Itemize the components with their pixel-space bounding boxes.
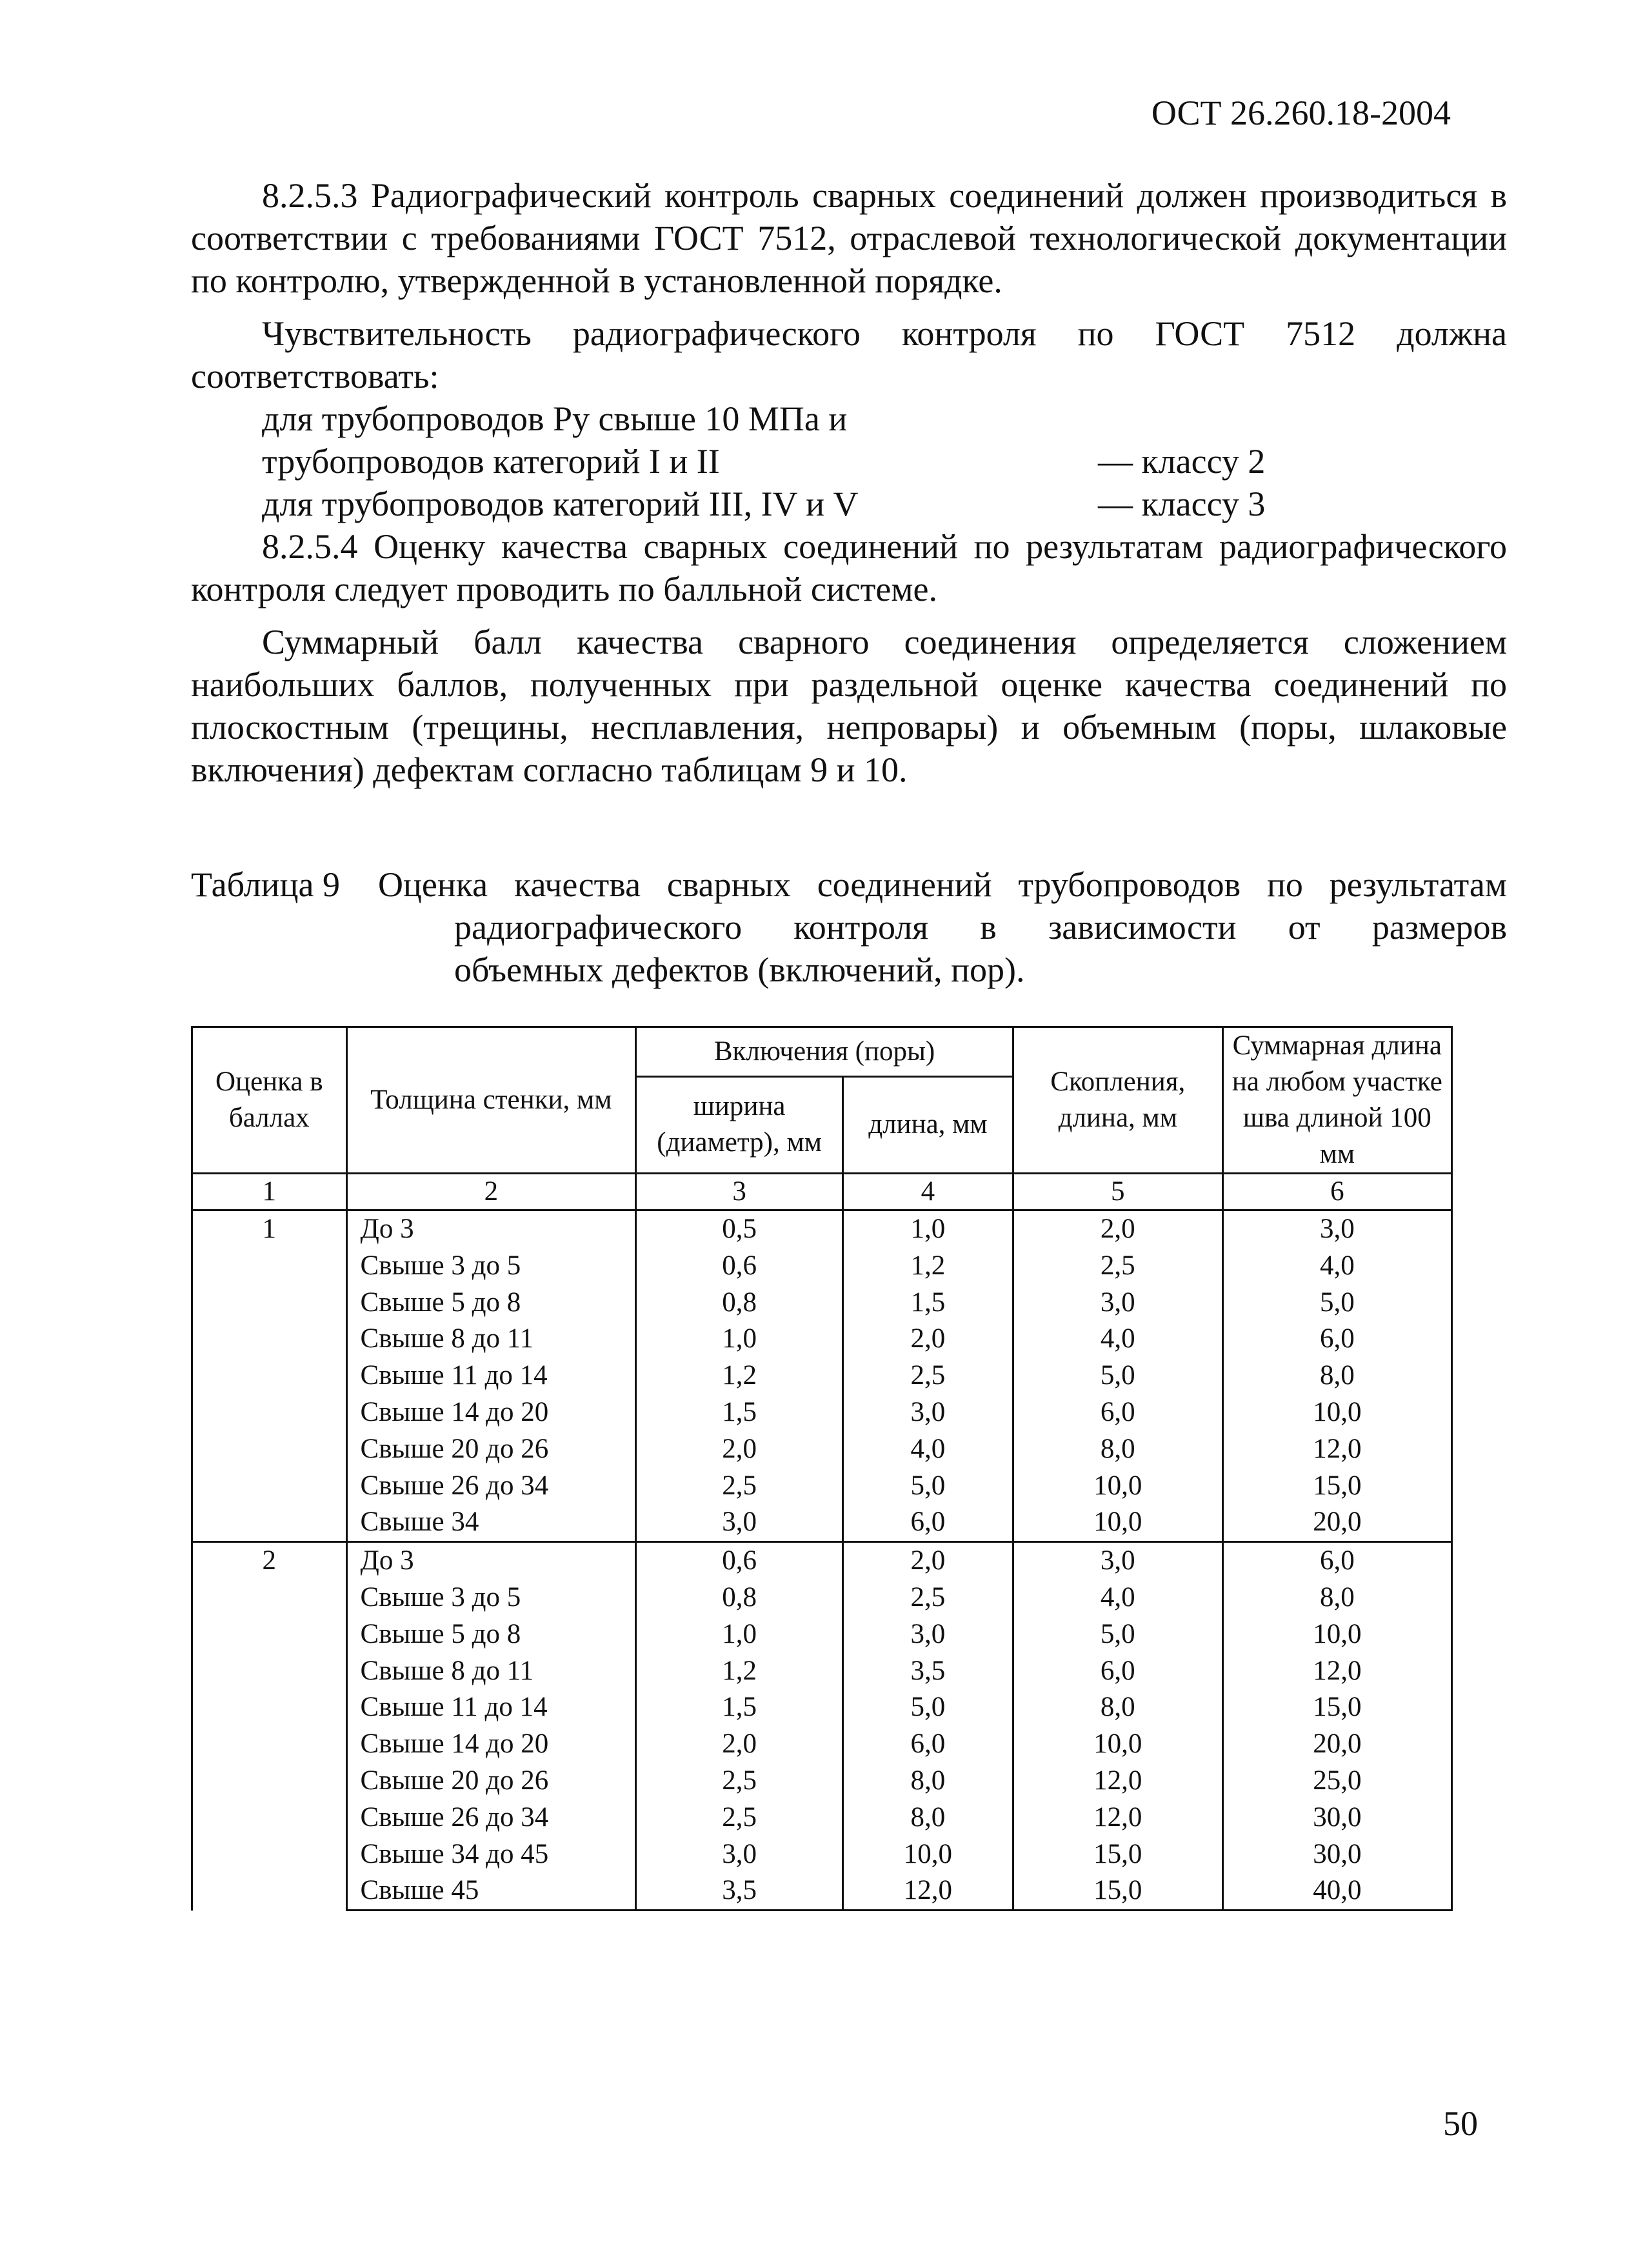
header-length: длина, мм bbox=[842, 1076, 1013, 1173]
thickness-cell: Свыше 5 до 8 bbox=[346, 1616, 636, 1653]
thickness-cell: Свыше 34 до 45 bbox=[346, 1836, 636, 1873]
length-cell: 2,0 bbox=[842, 1321, 1013, 1358]
requirement-line-3-text: для трубопроводов категорий III, IV и V bbox=[262, 485, 859, 523]
width-cell: 1,2 bbox=[636, 1653, 843, 1690]
requirement-line-2-class: — классу 2 bbox=[1098, 442, 1266, 481]
total-length-cell: 6,0 bbox=[1222, 1321, 1451, 1358]
cluster-cell: 10,0 bbox=[1013, 1468, 1222, 1505]
length-cell: 5,0 bbox=[842, 1689, 1013, 1726]
length-cell: 3,0 bbox=[842, 1616, 1013, 1653]
width-cell: 3,5 bbox=[636, 1872, 843, 1910]
width-cell: 3,0 bbox=[636, 1504, 843, 1541]
table-row bbox=[192, 1872, 1452, 1910]
length-cell: 8,0 bbox=[842, 1763, 1013, 1800]
cluster-cell: 15,0 bbox=[1013, 1836, 1222, 1873]
thickness-cell: Свыше 26 до 34 bbox=[346, 1800, 636, 1836]
cluster-cell: 2,0 bbox=[1013, 1210, 1222, 1248]
length-cell: 12,0 bbox=[842, 1872, 1013, 1910]
length-cell: 1,0 bbox=[842, 1210, 1013, 1248]
requirement-line-2 bbox=[191, 440, 1507, 483]
thickness-cell: Свыше 5 до 8 bbox=[346, 1285, 636, 1321]
length-cell: 4,0 bbox=[842, 1431, 1013, 1468]
table-row bbox=[192, 1468, 1452, 1505]
thickness-cell: Свыше 20 до 26 bbox=[346, 1763, 636, 1800]
requirement-line-1-text: для трубопроводов Ру свыше 10 МПа и bbox=[262, 399, 848, 438]
total-length-cell: 10,0 bbox=[1222, 1394, 1451, 1431]
thickness-cell: Свыше 20 до 26 bbox=[346, 1431, 636, 1468]
length-cell: 10,0 bbox=[842, 1836, 1013, 1873]
cluster-cell: 15,0 bbox=[1013, 1872, 1222, 1910]
thickness-cell: Свыше 34 bbox=[346, 1504, 636, 1541]
width-cell: 0,8 bbox=[636, 1285, 843, 1321]
header-total-length: Суммарная длина на любом участке шва длиной 100 мм bbox=[1222, 1027, 1451, 1174]
width-cell: 0,6 bbox=[636, 1248, 843, 1285]
length-cell: 1,2 bbox=[842, 1248, 1013, 1285]
cluster-cell: 12,0 bbox=[1013, 1800, 1222, 1836]
thickness-cell: Свыше 3 до 5 bbox=[346, 1580, 636, 1616]
grade-cell: 2 bbox=[192, 1542, 347, 1911]
cluster-cell: 3,0 bbox=[1013, 1285, 1222, 1321]
width-cell: 2,5 bbox=[636, 1763, 843, 1800]
cluster-cell: 4,0 bbox=[1013, 1321, 1222, 1358]
width-cell: 2,5 bbox=[636, 1800, 843, 1836]
table-row bbox=[192, 1431, 1452, 1468]
thickness-cell: До 3 bbox=[346, 1542, 636, 1580]
column-number: 3 bbox=[636, 1174, 843, 1210]
cluster-cell: 3,0 bbox=[1013, 1542, 1222, 1580]
table-row bbox=[192, 1763, 1452, 1800]
total-length-cell: 8,0 bbox=[1222, 1580, 1451, 1616]
column-numbers-row bbox=[192, 1174, 1452, 1210]
thickness-cell: Свыше 26 до 34 bbox=[346, 1468, 636, 1505]
grade-cell: 1 bbox=[192, 1210, 347, 1542]
grade-group-1 bbox=[192, 1210, 1452, 1542]
column-number: 1 bbox=[192, 1174, 347, 1210]
cluster-cell: 6,0 bbox=[1013, 1653, 1222, 1690]
length-cell: 8,0 bbox=[842, 1800, 1013, 1836]
table-row bbox=[192, 1580, 1452, 1616]
grade-group-2 bbox=[192, 1542, 1452, 1911]
total-length-cell: 40,0 bbox=[1222, 1872, 1451, 1910]
total-length-cell: 5,0 bbox=[1222, 1285, 1451, 1321]
table-caption-line-2: радиографического контроля в зависимости от размеров bbox=[454, 908, 1507, 947]
column-number: 6 bbox=[1222, 1174, 1451, 1210]
thickness-cell: До 3 bbox=[346, 1210, 636, 1248]
length-cell: 6,0 bbox=[842, 1726, 1013, 1763]
body-text bbox=[191, 174, 1507, 791]
table-row bbox=[192, 1653, 1452, 1690]
total-length-cell: 12,0 bbox=[1222, 1431, 1451, 1468]
total-length-cell: 30,0 bbox=[1222, 1800, 1451, 1836]
table-row bbox=[192, 1800, 1452, 1836]
length-cell: 2,5 bbox=[842, 1580, 1013, 1616]
length-cell: 6,0 bbox=[842, 1504, 1013, 1541]
table-row bbox=[192, 1836, 1452, 1873]
defects-table bbox=[191, 1026, 1453, 1911]
total-length-cell: 15,0 bbox=[1222, 1468, 1451, 1505]
table-caption-line-3: объемных дефектов (включений, пор). bbox=[454, 950, 1025, 989]
requirement-line-1 bbox=[191, 397, 1507, 440]
total-length-cell: 4,0 bbox=[1222, 1248, 1451, 1285]
width-cell: 3,0 bbox=[636, 1836, 843, 1873]
thickness-cell: Свыше 11 до 14 bbox=[346, 1358, 636, 1394]
width-cell: 0,8 bbox=[636, 1580, 843, 1616]
table-row bbox=[192, 1726, 1452, 1763]
length-cell: 2,0 bbox=[842, 1542, 1013, 1580]
header-grade: Оценка в баллах bbox=[192, 1027, 347, 1174]
width-cell: 1,0 bbox=[636, 1616, 843, 1653]
table-caption bbox=[191, 863, 1507, 991]
width-cell: 1,5 bbox=[636, 1394, 843, 1431]
table-row bbox=[192, 1616, 1452, 1653]
table-caption-line-1: Оценка качества сварных соединений трубопроводов по результатам bbox=[378, 865, 1507, 904]
cluster-cell: 5,0 bbox=[1013, 1616, 1222, 1653]
table-row bbox=[192, 1285, 1452, 1321]
page-number: 50 bbox=[1443, 2104, 1478, 2143]
thickness-cell: Свыше 14 до 20 bbox=[346, 1394, 636, 1431]
table-9 bbox=[191, 1026, 1453, 1911]
paragraph-sensitivity: Чувствительность радиографического контроля по ГОСТ 7512 должна соответствовать: bbox=[191, 314, 1507, 396]
thickness-cell: Свыше 8 до 11 bbox=[346, 1321, 636, 1358]
table-row bbox=[192, 1542, 1452, 1580]
table-caption-label: Таблица 9 bbox=[191, 865, 340, 904]
header-clusters: Скопления, длина, мм bbox=[1013, 1027, 1222, 1174]
total-length-cell: 30,0 bbox=[1222, 1836, 1451, 1873]
column-number: 4 bbox=[842, 1174, 1013, 1210]
header-thickness: Толщина стенки, мм bbox=[346, 1027, 636, 1174]
length-cell: 1,5 bbox=[842, 1285, 1013, 1321]
header-width: ширина (диаметр), мм bbox=[636, 1076, 843, 1173]
requirement-line-3 bbox=[191, 483, 1507, 525]
paragraph-total-score: Суммарный балл качества сварного соединения определяется сложением наибольших баллов, полученных при раздельной оценке качества соединений по плоскостным (трещины, несплавления, непровары) и объемным (поры, шлаковые включения) дефектам согласно таблицам 9 и 10. bbox=[191, 623, 1507, 789]
cluster-cell: 12,0 bbox=[1013, 1763, 1222, 1800]
total-length-cell: 20,0 bbox=[1222, 1504, 1451, 1541]
total-length-cell: 10,0 bbox=[1222, 1616, 1451, 1653]
column-number: 5 bbox=[1013, 1174, 1222, 1210]
cluster-cell: 5,0 bbox=[1013, 1358, 1222, 1394]
thickness-cell: Свыше 8 до 11 bbox=[346, 1653, 636, 1690]
width-cell: 0,6 bbox=[636, 1542, 843, 1580]
requirement-line-2-text: трубопроводов категорий I и II bbox=[262, 442, 720, 481]
total-length-cell: 20,0 bbox=[1222, 1726, 1451, 1763]
cluster-cell: 8,0 bbox=[1013, 1431, 1222, 1468]
table-row bbox=[192, 1321, 1452, 1358]
total-length-cell: 6,0 bbox=[1222, 1542, 1451, 1580]
table-row bbox=[192, 1689, 1452, 1726]
table-caption-text bbox=[378, 863, 1507, 991]
paragraph-8-2-5-4: 8.2.5.4 Оценку качества сварных соединений по результатам радиографического контроля следует проводить по балльной системе. bbox=[191, 527, 1507, 608]
paragraph-8-2-5-3: 8.2.5.3 Радиографический контроль сварных соединений должен производиться в соответствии с требованиями ГОСТ 7512, отраслевой технологической документации по контролю, утвержденной в установленной порядке. bbox=[191, 176, 1507, 300]
header-inclusions: Включения (поры) bbox=[636, 1027, 1013, 1077]
table-row bbox=[192, 1358, 1452, 1394]
total-length-cell: 12,0 bbox=[1222, 1653, 1451, 1690]
cluster-cell: 8,0 bbox=[1013, 1689, 1222, 1726]
cluster-cell: 4,0 bbox=[1013, 1580, 1222, 1616]
table-row bbox=[192, 1210, 1452, 1248]
table-row bbox=[192, 1248, 1452, 1285]
width-cell: 1,5 bbox=[636, 1689, 843, 1726]
cluster-cell: 10,0 bbox=[1013, 1726, 1222, 1763]
length-cell: 3,0 bbox=[842, 1394, 1013, 1431]
cluster-cell: 10,0 bbox=[1013, 1504, 1222, 1541]
column-number: 2 bbox=[346, 1174, 636, 1210]
table-row bbox=[192, 1394, 1452, 1431]
length-cell: 3,5 bbox=[842, 1653, 1013, 1690]
width-cell: 1,2 bbox=[636, 1358, 843, 1394]
table-row bbox=[192, 1504, 1452, 1541]
width-cell: 2,0 bbox=[636, 1431, 843, 1468]
total-length-cell: 8,0 bbox=[1222, 1358, 1451, 1394]
width-cell: 0,5 bbox=[636, 1210, 843, 1248]
requirement-line-3-class: — классу 3 bbox=[1098, 485, 1266, 523]
width-cell: 1,0 bbox=[636, 1321, 843, 1358]
thickness-cell: Свыше 3 до 5 bbox=[346, 1248, 636, 1285]
thickness-cell: Свыше 45 bbox=[346, 1872, 636, 1910]
thickness-cell: Свыше 11 до 14 bbox=[346, 1689, 636, 1726]
cluster-cell: 6,0 bbox=[1013, 1394, 1222, 1431]
length-cell: 2,5 bbox=[842, 1358, 1013, 1394]
width-cell: 2,0 bbox=[636, 1726, 843, 1763]
width-cell: 2,5 bbox=[636, 1468, 843, 1505]
total-length-cell: 25,0 bbox=[1222, 1763, 1451, 1800]
total-length-cell: 3,0 bbox=[1222, 1210, 1451, 1248]
cluster-cell: 2,5 bbox=[1013, 1248, 1222, 1285]
document-code: ОСТ 26.260.18-2004 bbox=[1151, 94, 1451, 132]
length-cell: 5,0 bbox=[842, 1468, 1013, 1505]
thickness-cell: Свыше 14 до 20 bbox=[346, 1726, 636, 1763]
total-length-cell: 15,0 bbox=[1222, 1689, 1451, 1726]
